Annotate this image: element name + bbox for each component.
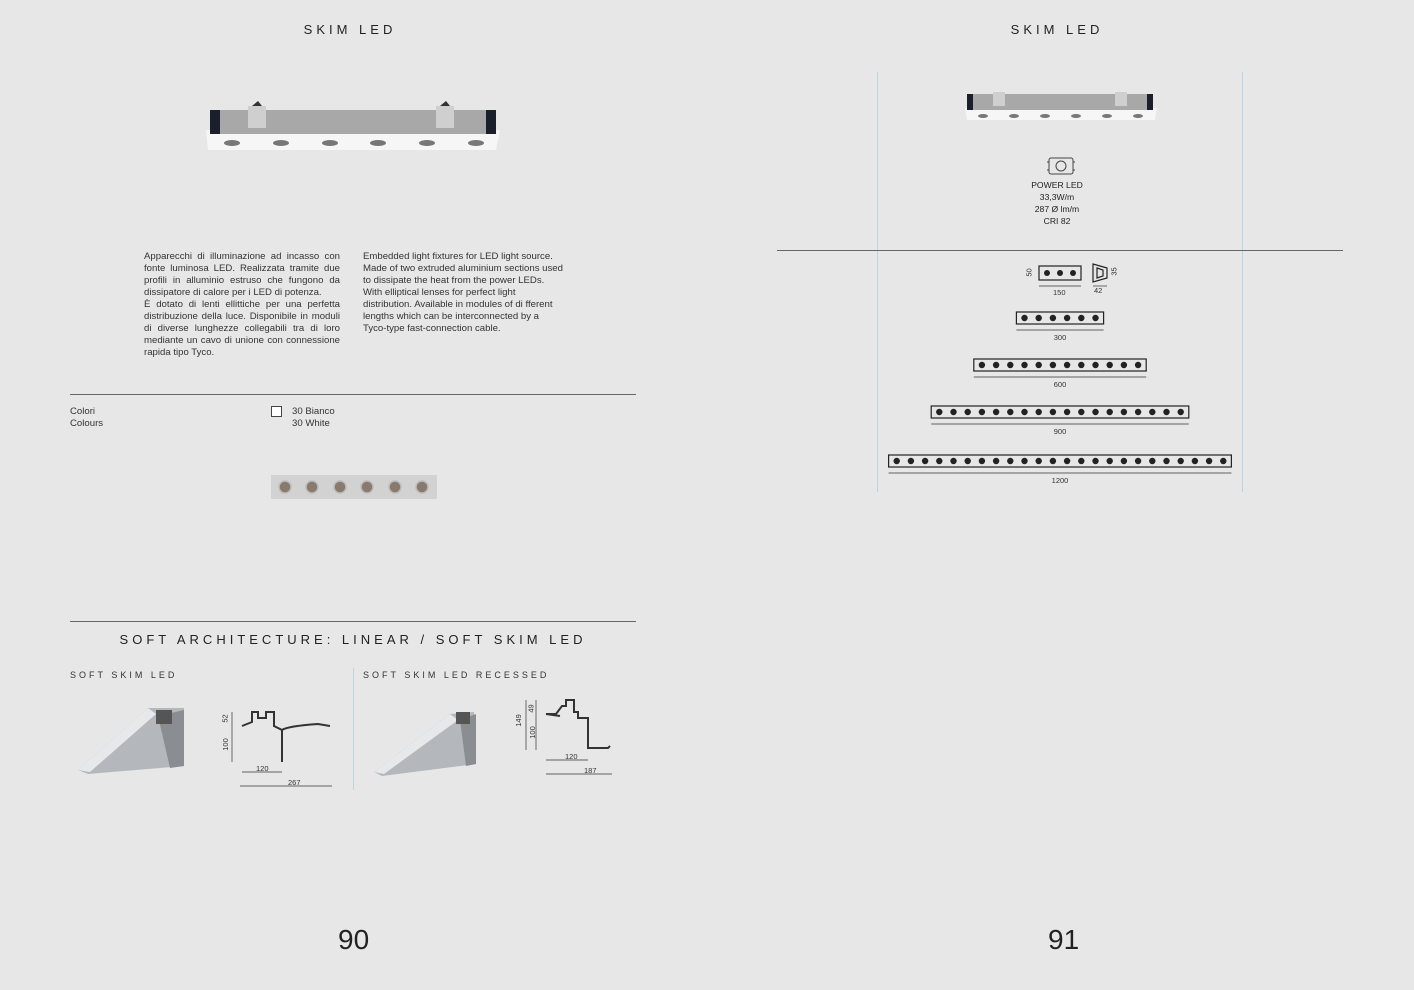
module-led-dot bbox=[950, 409, 956, 415]
module-length-label: 1200 bbox=[1051, 476, 1069, 485]
description-english: Embedded light fixtures for LED light source. Made of two extruded aluminium sections used to dissipate the heat from the power LEDs. With elliptical lenses for perfect light distribution. Available in modules of di fferent lengths which can be interconnected by a Tyco-type fast-connection cable. bbox=[363, 251, 563, 334]
page-title: SKIM LED bbox=[303, 22, 397, 37]
colour-swatch-white bbox=[271, 406, 282, 417]
spec-cri: CRI 82 bbox=[1043, 216, 1071, 226]
module-led-dot bbox=[1078, 362, 1084, 368]
module-length-label: 600 bbox=[1053, 380, 1067, 389]
module-side-width: 42 bbox=[1094, 286, 1103, 295]
soft-skim-led-recessed-profile-image bbox=[370, 704, 480, 778]
description-italian: Apparecchi di illuminazione ad incasso con fonte luminosa LED. Realizzata tramite due profili in alluminio estruso che fungono da dissipatore di calore per i LED di potenza. È dotato di lenti ellittiche per una perfetta distribuzione della luce. Disponibile in moduli di diverse lunghezze collegabili tra di loro mediante un cavo di unione con connessione rapida tipo Tyco. bbox=[144, 251, 340, 358]
soft-dim-120: 120 bbox=[256, 764, 269, 773]
module-led-dot bbox=[1107, 362, 1113, 368]
module-led-dot bbox=[1036, 458, 1042, 464]
skim-led-product-image bbox=[200, 100, 510, 160]
module-led-dot bbox=[1206, 458, 1212, 464]
module-led-dot bbox=[950, 458, 956, 464]
right-page bbox=[707, 0, 1414, 990]
module-600-body bbox=[974, 359, 1146, 371]
module-led-dot bbox=[894, 458, 900, 464]
module-length-label: 900 bbox=[1053, 427, 1067, 436]
module-led-dot bbox=[1021, 362, 1027, 368]
module-led-dot bbox=[1135, 458, 1141, 464]
module-led-dot bbox=[1107, 458, 1113, 464]
module-led-dot bbox=[1064, 315, 1070, 321]
module-led-dot bbox=[979, 409, 985, 415]
spec-type: POWER LED bbox=[1031, 180, 1083, 190]
module-led-dot bbox=[1220, 458, 1226, 464]
module-led-dot bbox=[1149, 458, 1155, 464]
module-led-dot bbox=[1007, 362, 1013, 368]
skim-led-product-image-small bbox=[963, 88, 1159, 124]
module-led-dot bbox=[993, 409, 999, 415]
module-led-dot bbox=[1078, 458, 1084, 464]
recessed-dim-49: 49 bbox=[526, 704, 536, 713]
module-led-dot bbox=[1121, 458, 1127, 464]
module-led-dot bbox=[993, 362, 999, 368]
recessed-dim-100: 100 bbox=[527, 726, 537, 739]
module-led-dot bbox=[1050, 458, 1056, 464]
soft-skim-led-title: SOFT SKIM LED bbox=[70, 670, 178, 680]
module-led-dot bbox=[1121, 362, 1127, 368]
lens-strip-top-view bbox=[271, 475, 437, 499]
soft-skim-led-section-drawing bbox=[218, 706, 338, 792]
module-led-dot bbox=[993, 458, 999, 464]
module-led-dot bbox=[1064, 362, 1070, 368]
module-150-length: 150 bbox=[1053, 288, 1066, 297]
colours-label-en: Colours bbox=[70, 418, 104, 429]
module-led-dot bbox=[1007, 458, 1013, 464]
spec-flux: 287 Ø lm/m bbox=[1034, 204, 1080, 214]
module-150-drawing bbox=[1037, 264, 1085, 290]
recessed-dim-149: 149 bbox=[513, 714, 523, 727]
module-led-dot bbox=[1078, 315, 1084, 321]
module-led-dot bbox=[1064, 458, 1070, 464]
soft-dim-100: 100 bbox=[220, 738, 230, 751]
page-title: SKIM LED bbox=[1010, 22, 1104, 37]
module-led-dot bbox=[965, 458, 971, 464]
module-led-dot bbox=[1050, 409, 1056, 415]
module-led-dot bbox=[979, 362, 985, 368]
module-led-dot bbox=[1163, 458, 1169, 464]
module-led-dot bbox=[1078, 409, 1084, 415]
module-led-dot bbox=[1021, 458, 1027, 464]
module-led-dot bbox=[1192, 458, 1198, 464]
module-150-height: 50 bbox=[1024, 268, 1034, 277]
module-led-dot bbox=[908, 458, 914, 464]
page-number: 90 bbox=[338, 924, 370, 955]
module-led-dot bbox=[1092, 362, 1098, 368]
module-led-dot bbox=[1036, 315, 1042, 321]
module-led-dot bbox=[1021, 315, 1027, 321]
module-side-height: 35 bbox=[1109, 267, 1119, 276]
soft-skim-led-recessed-title: SOFT SKIM LED RECESSED bbox=[363, 670, 550, 680]
module-led-dot bbox=[1092, 409, 1098, 415]
module-led-dot bbox=[1163, 409, 1169, 415]
module-length-drawings bbox=[877, 300, 1247, 490]
divider bbox=[777, 250, 1343, 251]
module-led-dot bbox=[1036, 409, 1042, 415]
module-led-dot bbox=[1149, 409, 1155, 415]
column-separator bbox=[353, 668, 354, 790]
module-side-section-drawing bbox=[1091, 262, 1111, 288]
module-led-dot bbox=[1135, 362, 1141, 368]
module-led-dot bbox=[979, 458, 985, 464]
recessed-dim-187: 187 bbox=[584, 766, 597, 775]
module-led-dot bbox=[1021, 409, 1027, 415]
module-300-body bbox=[1016, 312, 1103, 324]
recessed-dim-120: 120 bbox=[565, 752, 578, 761]
soft-skim-led-profile-image bbox=[74, 704, 188, 778]
module-led-dot bbox=[1050, 315, 1056, 321]
module-led-dot bbox=[1007, 409, 1013, 415]
soft-dim-267: 267 bbox=[288, 778, 301, 787]
module-led-dot bbox=[1064, 409, 1070, 415]
colour-name-it: 30 Bianco bbox=[292, 406, 335, 417]
section-title: SOFT ARCHITECTURE: LINEAR / SOFT SKIM LED bbox=[119, 632, 587, 647]
module-led-dot bbox=[922, 458, 928, 464]
spec-power: 33,3W/m bbox=[1039, 192, 1075, 202]
module-led-dot bbox=[936, 409, 942, 415]
module-led-dot bbox=[1135, 409, 1141, 415]
colours-label-it: Colori bbox=[70, 406, 96, 417]
module-led-dot bbox=[965, 409, 971, 415]
module-led-dot bbox=[1092, 458, 1098, 464]
module-led-dot bbox=[1121, 409, 1127, 415]
page-number: 91 bbox=[1048, 924, 1080, 955]
module-led-dot bbox=[936, 458, 942, 464]
module-led-dot bbox=[1107, 409, 1113, 415]
divider bbox=[70, 621, 636, 622]
module-led-dot bbox=[1092, 315, 1098, 321]
module-led-dot bbox=[1178, 409, 1184, 415]
module-led-dot bbox=[1050, 362, 1056, 368]
module-length-label: 300 bbox=[1053, 333, 1067, 342]
power-led-icon bbox=[1047, 156, 1075, 176]
soft-dim-52: 52 bbox=[220, 714, 230, 723]
colour-name-en: 30 White bbox=[292, 418, 330, 429]
divider bbox=[70, 394, 636, 395]
module-led-dot bbox=[1178, 458, 1184, 464]
module-led-dot bbox=[1036, 362, 1042, 368]
